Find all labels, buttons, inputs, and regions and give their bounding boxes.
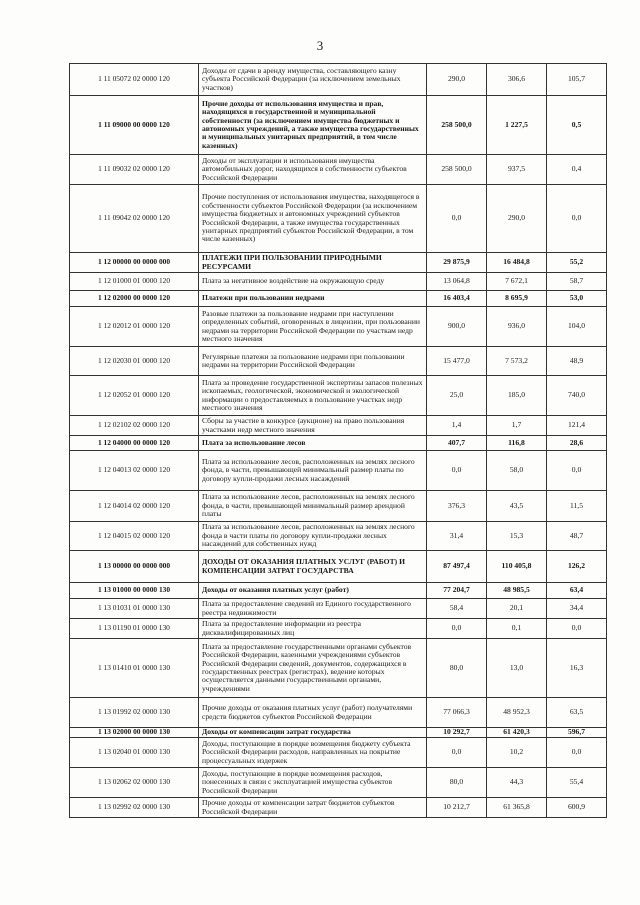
actual-value-cell: 44,3: [487, 768, 547, 798]
revenue-name-cell: Доходы от сдачи в аренду имущества, составляющего казну субъекта Российской Федерации (за исключением земельных участков): [199, 64, 427, 96]
plan-value-cell: 13 064,8: [427, 273, 487, 291]
plan-value-cell: 407,7: [427, 436, 487, 451]
plan-value-cell: 77 204,7: [427, 583, 487, 599]
budget-code-cell: 1 11 09042 02 0000 120: [70, 185, 199, 253]
plan-value-cell: 10 212,7: [427, 798, 487, 818]
percent-cell: 596,7: [547, 728, 607, 738]
budget-code-cell: 1 12 04013 02 0000 120: [70, 451, 199, 491]
table-row: [70, 96, 607, 155]
actual-value-cell: 7 573,2: [487, 347, 547, 376]
budget-code-cell: 1 12 04015 02 0000 120: [70, 522, 199, 551]
percent-cell: 600,9: [547, 798, 607, 818]
revenue-table: [69, 63, 607, 818]
actual-value-cell: 48 952,3: [487, 698, 547, 728]
revenue-name-cell: Плата за негативное воздействие на окружающую среду: [199, 273, 427, 291]
table-row: [70, 522, 607, 551]
percent-cell: 16,3: [547, 639, 607, 698]
actual-value-cell: 43,5: [487, 491, 547, 522]
table-row: [70, 185, 607, 253]
revenue-name-cell: Платежи при пользовании недрами: [199, 291, 427, 307]
table-row: [70, 639, 607, 698]
table-row: [70, 416, 607, 436]
actual-value-cell: 937,5: [487, 155, 547, 185]
table-row: [70, 155, 607, 185]
revenue-name-cell: Прочие поступления от использования имущества, находящегося в собственности субъектов Российской Федерации (за исключением имущества бюджетных и автономных учреждений субъектов Российской Федерации, а также имущества государственных унитарных предприятий субъектов Российской Федерации, в том числе казенных): [199, 185, 427, 253]
budget-code-cell: 1 12 01000 01 0000 120: [70, 273, 199, 291]
budget-code-cell: 1 13 01410 01 0000 130: [70, 639, 199, 698]
percent-cell: 48,9: [547, 347, 607, 376]
actual-value-cell: 1 227,5: [487, 96, 547, 155]
plan-value-cell: 376,3: [427, 491, 487, 522]
plan-value-cell: 25,0: [427, 376, 487, 416]
revenue-name-cell: Плата за использование лесов, расположенных на землях лесного фонда, в части, превышающей минимальный размер платы по договору купли-продажи лесных насаждений: [199, 451, 427, 491]
actual-value-cell: 10,2: [487, 738, 547, 768]
revenue-name-cell: Регулярные платежи за пользование недрами при пользовании недрами на территории Российской Федерации: [199, 347, 427, 376]
percent-cell: 48,7: [547, 522, 607, 551]
budget-code-cell: 1 12 02030 01 0000 120: [70, 347, 199, 376]
percent-cell: 53,0: [547, 291, 607, 307]
table-row: [70, 738, 607, 768]
table-row: [70, 768, 607, 798]
percent-cell: 0,0: [547, 619, 607, 639]
revenue-name-cell: Прочие доходы от компенсации затрат бюджетов субъектов Российской Федерации: [199, 798, 427, 818]
budget-code-cell: 1 13 01190 01 0000 130: [70, 619, 199, 639]
budget-code-cell: 1 12 02052 01 0000 120: [70, 376, 199, 416]
plan-value-cell: 290,0: [427, 64, 487, 96]
table-row: [70, 619, 607, 639]
revenue-name-cell: Плата за использование лесов, расположенных на землях лесного фонда, в части, превышающей минимальный размер арендной платы: [199, 491, 427, 522]
budget-code-cell: 1 13 02062 02 0000 130: [70, 768, 199, 798]
revenue-name-cell: Сборы за участие в конкурсе (аукционе) на право пользования участками недр местного значения: [199, 416, 427, 436]
budget-code-cell: 1 12 02102 02 0000 120: [70, 416, 199, 436]
budget-code-cell: 1 12 04000 00 0000 120: [70, 436, 199, 451]
table-row: [70, 728, 607, 738]
percent-cell: 104,0: [547, 307, 607, 347]
plan-value-cell: 80,0: [427, 639, 487, 698]
actual-value-cell: 290,0: [487, 185, 547, 253]
plan-value-cell: 0,0: [427, 619, 487, 639]
revenue-name-cell: Плата за предоставление информации из реестра дисквалифицированных лиц: [199, 619, 427, 639]
table-row: [70, 273, 607, 291]
actual-value-cell: 185,0: [487, 376, 547, 416]
budget-code-cell: 1 11 09000 00 0000 120: [70, 96, 199, 155]
page-number: 3: [316, 38, 324, 53]
revenue-name-cell: Прочие доходы от использования имущества и прав, находящихся в государственной и муниципальной собственности (за исключением имущества бюджетных и автономных учреждений, а также имущества государственных и муниципальных унитарных предприятий, в том числе казенных): [199, 96, 427, 155]
plan-value-cell: 16 403,4: [427, 291, 487, 307]
budget-code-cell: 1 12 02012 01 0000 120: [70, 307, 199, 347]
table-row: [70, 436, 607, 451]
revenue-name-cell: Плата за предоставление сведений из Единого государственного реестра недвижимости: [199, 599, 427, 619]
revenue-name-cell: Плата за проведение государственной экспертизы запасов полезных ископаемых, геологической, экономической и экологической информации о предоставляемых в пользование участках недр местного значения: [199, 376, 427, 416]
percent-cell: 28,6: [547, 436, 607, 451]
revenue-name-cell: Плата за использование лесов, расположенных на землях лесного фонда в части платы по договору купли-продажи лесных насаждений для собственных нужд: [199, 522, 427, 551]
revenue-name-cell: Разовые платежи за пользование недрами при наступлении определенных событий, оговоренных в лицензии, при пользовании недрами на территории Российской Федерации по участкам недр местного значения: [199, 307, 427, 347]
revenue-name-cell: ДОХОДЫ ОТ ОКАЗАНИЯ ПЛАТНЫХ УСЛУГ (РАБОТ) И КОМПЕНСАЦИИ ЗАТРАТ ГОСУДАРСТВА: [199, 551, 427, 583]
budget-code-cell: 1 13 00000 00 0000 000: [70, 551, 199, 583]
percent-cell: 63,4: [547, 583, 607, 599]
revenue-name-cell: Прочие доходы от оказания платных услуг (работ) получателями средств бюджетов субъектов Российской Федерации: [199, 698, 427, 728]
actual-value-cell: 8 695,9: [487, 291, 547, 307]
actual-value-cell: 58,0: [487, 451, 547, 491]
actual-value-cell: 48 985,5: [487, 583, 547, 599]
revenue-name-cell: Доходы от эксплуатации и использования имущества автомобильных дорог, находящихся в собственности субъектов Российской Федерации: [199, 155, 427, 185]
budget-code-cell: 1 12 04014 02 0000 120: [70, 491, 199, 522]
budget-code-cell: 1 13 01031 01 0000 130: [70, 599, 199, 619]
budget-code-cell: 1 13 01992 02 0000 130: [70, 698, 199, 728]
actual-value-cell: 110 405,8: [487, 551, 547, 583]
plan-value-cell: 31,4: [427, 522, 487, 551]
plan-value-cell: 80,0: [427, 768, 487, 798]
percent-cell: 58,7: [547, 273, 607, 291]
budget-code-cell: 1 12 00000 00 0000 000: [70, 253, 199, 273]
percent-cell: 63,5: [547, 698, 607, 728]
actual-value-cell: 61 420,3: [487, 728, 547, 738]
budget-code-cell: 1 13 01000 00 0000 130: [70, 583, 199, 599]
percent-cell: 0,4: [547, 155, 607, 185]
plan-value-cell: 0,0: [427, 185, 487, 253]
table-row: [70, 798, 607, 818]
percent-cell: 0,0: [547, 451, 607, 491]
percent-cell: 0,0: [547, 738, 607, 768]
actual-value-cell: 936,0: [487, 307, 547, 347]
table-row: [70, 583, 607, 599]
budget-code-cell: 1 13 02000 00 0000 130: [70, 728, 199, 738]
percent-cell: 0,5: [547, 96, 607, 155]
percent-cell: 126,2: [547, 551, 607, 583]
table-row: [70, 253, 607, 273]
plan-value-cell: 1,4: [427, 416, 487, 436]
actual-value-cell: 0,1: [487, 619, 547, 639]
percent-cell: 11,5: [547, 491, 607, 522]
budget-code-cell: 1 13 02992 02 0000 130: [70, 798, 199, 818]
table-row: [70, 376, 607, 416]
percent-cell: 34,4: [547, 599, 607, 619]
revenue-name-cell: Плата за использование лесов: [199, 436, 427, 451]
table-row: [70, 698, 607, 728]
actual-value-cell: 20,1: [487, 599, 547, 619]
actual-value-cell: 116,8: [487, 436, 547, 451]
budget-code-cell: 1 13 02040 01 0000 130: [70, 738, 199, 768]
plan-value-cell: 0,0: [427, 451, 487, 491]
revenue-name-cell: ПЛАТЕЖИ ПРИ ПОЛЬЗОВАНИИ ПРИРОДНЫМИ РЕСУРСАМИ: [199, 253, 427, 273]
revenue-name-cell: Плата за предоставление государственными органами субъектов Российской Федерации, казенными учреждениями субъектов Российской Федерации сведений, документов, содержащихся в государственных реестрах (регистрах), ведение которых осуществляется данными государственными органами, учреждениями: [199, 639, 427, 698]
actual-value-cell: 306,6: [487, 64, 547, 96]
plan-value-cell: 58,4: [427, 599, 487, 619]
revenue-name-cell: Доходы, поступающие в порядке возмещения расходов, понесенных в связи с эксплуатацией имущества субъектов Российской Федерации: [199, 768, 427, 798]
budget-code-cell: 1 11 09032 02 0000 120: [70, 155, 199, 185]
revenue-name-cell: Доходы от оказания платных услуг (работ): [199, 583, 427, 599]
percent-cell: 121,4: [547, 416, 607, 436]
actual-value-cell: 7 672,1: [487, 273, 547, 291]
plan-value-cell: 77 066,3: [427, 698, 487, 728]
plan-value-cell: 87 497,4: [427, 551, 487, 583]
percent-cell: 105,7: [547, 64, 607, 96]
revenue-name-cell: Доходы, поступающие в порядке возмещения бюджету субъекта Российской Федерации расходов, направленных на покрытие процессуальных издержек: [199, 738, 427, 768]
actual-value-cell: 13,0: [487, 639, 547, 698]
actual-value-cell: 1,7: [487, 416, 547, 436]
actual-value-cell: 15,3: [487, 522, 547, 551]
budget-code-cell: 1 11 05072 02 0000 120: [70, 64, 199, 96]
plan-value-cell: 15 477,0: [427, 347, 487, 376]
table-row: [70, 451, 607, 491]
percent-cell: 0,0: [547, 185, 607, 253]
percent-cell: 55,2: [547, 253, 607, 273]
actual-value-cell: 61 365,8: [487, 798, 547, 818]
plan-value-cell: 29 875,9: [427, 253, 487, 273]
plan-value-cell: 0,0: [427, 738, 487, 768]
table-row: [70, 347, 607, 376]
plan-value-cell: 10 292,7: [427, 728, 487, 738]
table-row: [70, 64, 607, 96]
plan-value-cell: 900,0: [427, 307, 487, 347]
revenue-table-body: [70, 64, 607, 818]
plan-value-cell: 258 500,0: [427, 96, 487, 155]
table-row: [70, 599, 607, 619]
table-row: [70, 291, 607, 307]
revenue-name-cell: Доходы от компенсации затрат государства: [199, 728, 427, 738]
actual-value-cell: 16 484,8: [487, 253, 547, 273]
table-row: [70, 491, 607, 522]
percent-cell: 740,0: [547, 376, 607, 416]
table-row: [70, 307, 607, 347]
plan-value-cell: 258 500,0: [427, 155, 487, 185]
budget-code-cell: 1 12 02000 00 0000 120: [70, 291, 199, 307]
table-row: [70, 551, 607, 583]
percent-cell: 55,4: [547, 768, 607, 798]
